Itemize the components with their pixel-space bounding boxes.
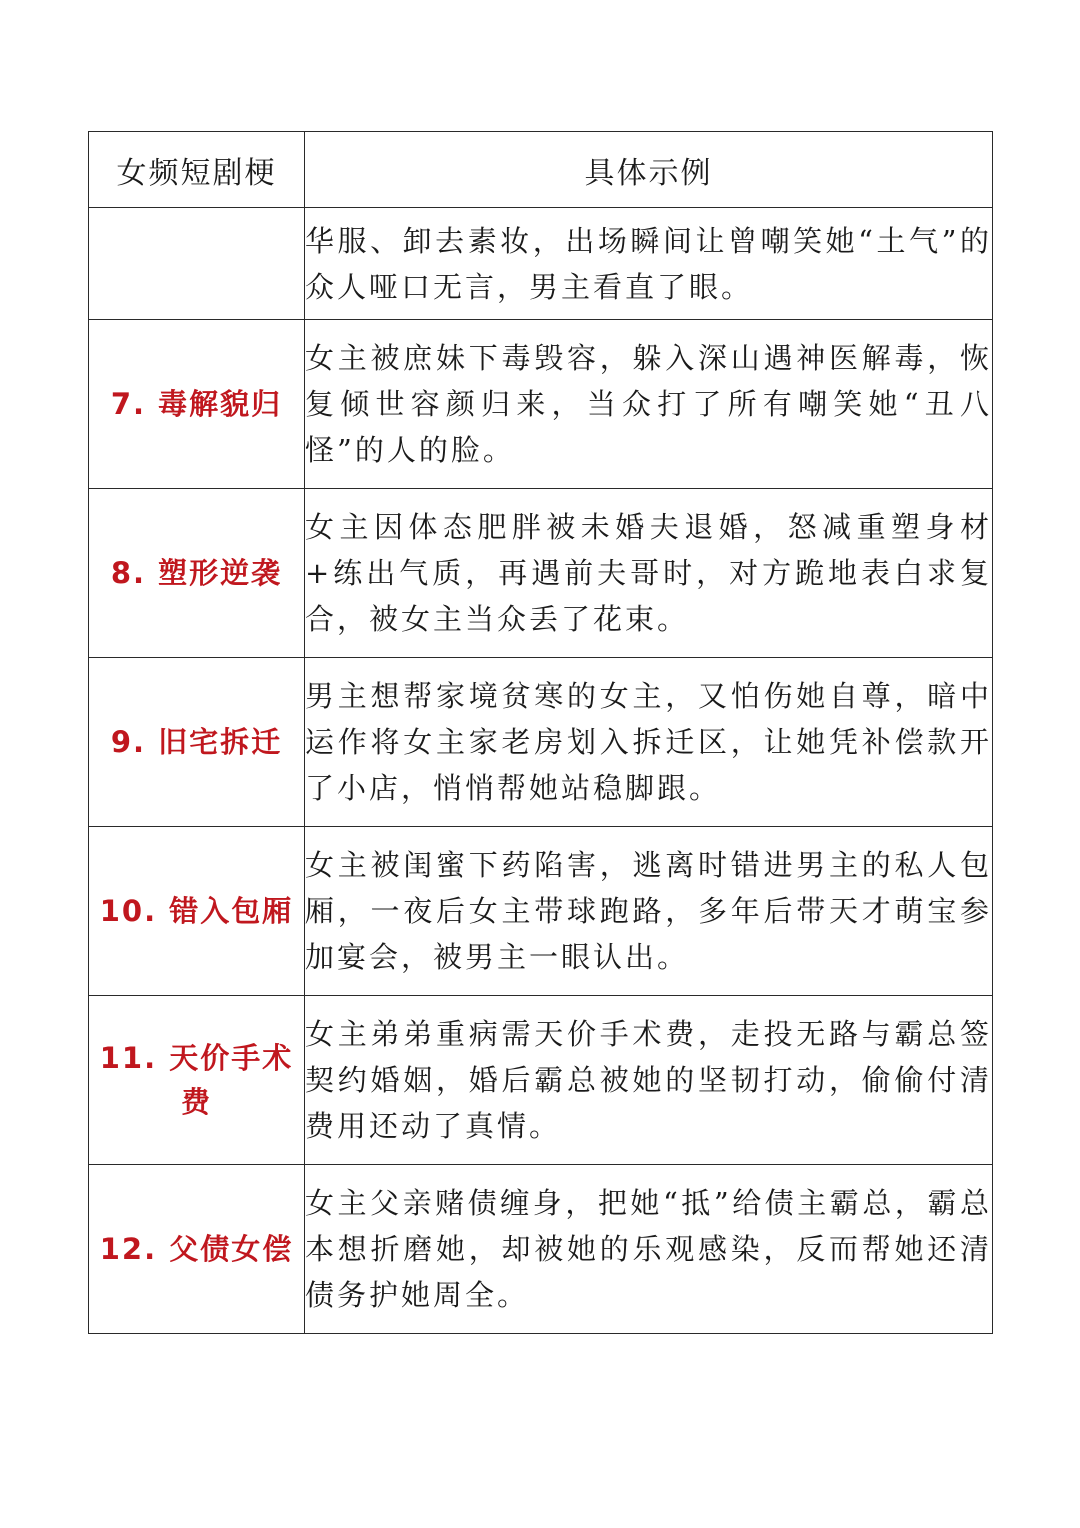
table-row (89, 489, 993, 658)
table-row (89, 208, 993, 320)
table-row (89, 827, 993, 996)
trope-cell: 10. 错入包厢 (89, 827, 305, 996)
trope-cell (89, 208, 305, 320)
example-cell: 男主想帮家境贫寒的女主，又怕伤她自尊，暗中运作将女主家老房划入拆迁区，让她凭补偿款开了小店，悄悄帮她站稳脚跟。 (305, 658, 993, 827)
trope-cell: 11. 天价手术费 (89, 996, 305, 1165)
example-cell: 女主父亲赌债缠身，把她“抵”给债主霸总，霸总本想折磨她，却被她的乐观感染，反而帮她还清债务护她周全。 (305, 1165, 993, 1334)
example-cell: 女主被庶妹下毒毁容，躲入深山遇神医解毒，恢复倾世容颜归来，当众打了所有嘲笑她“丑八怪”的人的脸。 (305, 320, 993, 489)
drama-trope-table (88, 131, 993, 1334)
trope-cell: 7. 毒解貌归 (89, 320, 305, 489)
table-row (89, 320, 993, 489)
table-row (89, 658, 993, 827)
trope-cell: 12. 父债女偿 (89, 1165, 305, 1334)
table-row (89, 1165, 993, 1334)
table-row (89, 996, 993, 1165)
example-cell: 女主被闺蜜下药陷害，逃离时错进男主的私人包厢，一夜后女主带球跑路，多年后带天才萌宝参加宴会，被男主一眼认出。 (305, 827, 993, 996)
example-cell: 女主因体态肥胖被未婚夫退婚，怒减重塑身材+练出气质，再遇前夫哥时，对方跪地表白求复合，被女主当众丢了花束。 (305, 489, 993, 658)
header-example: 具体示例 (305, 132, 993, 208)
trope-cell: 8. 塑形逆袭 (89, 489, 305, 658)
example-cell: 女主弟弟重病需天价手术费，走投无路与霸总签契约婚姻，婚后霸总被她的坚韧打动，偷偷付清费用还动了真情。 (305, 996, 993, 1165)
table-header-row (89, 132, 993, 208)
trope-cell: 9. 旧宅拆迁 (89, 658, 305, 827)
header-trope: 女频短剧梗 (89, 132, 305, 208)
example-cell: 华服、卸去素妆，出场瞬间让曾嘲笑她“土气”的众人哑口无言，男主看直了眼。 (305, 208, 993, 320)
